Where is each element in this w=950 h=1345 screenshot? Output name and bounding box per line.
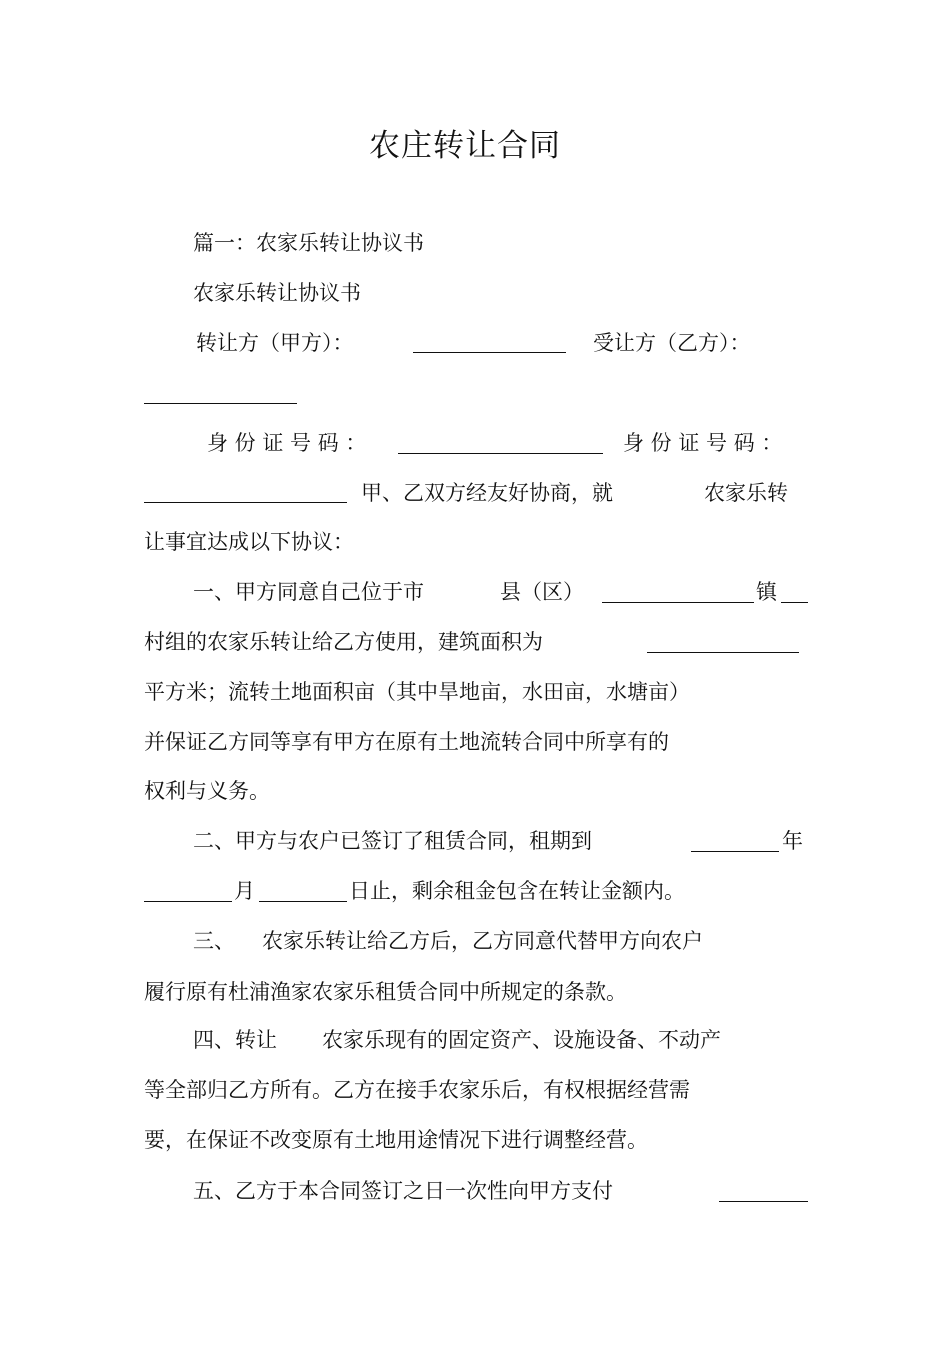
village-blank [781, 602, 808, 603]
transferor-blank [413, 352, 566, 353]
clause-1-text: 一、甲方同意自己位于市 [193, 580, 424, 604]
month-blank [144, 901, 232, 902]
document-title: 农庄转让合同 [369, 128, 561, 164]
clause-4-text: 等全部归乙方所有。乙方在接手农家乐后，有权根据经营需 [144, 1078, 690, 1102]
id-number-label-a: 身 份 证 号 码 ： [207, 431, 367, 455]
clause-2-text: 二、甲方与农户已签订了租赁合同，租期到 [193, 829, 592, 853]
clause-3-text: 三、 [193, 929, 235, 953]
clause-4-text: 四、转让 [193, 1028, 277, 1052]
clause-4-text: 农家乐现有的固定资产、设施设备、不动产 [322, 1028, 721, 1052]
clause-1-text: 村组的农家乐转让给乙方使用，建筑面积为 [144, 630, 543, 654]
paragraph-text: 甲、乙双方经友好协商，就 [361, 481, 613, 505]
clause-1-text: 权利与义务。 [144, 779, 270, 803]
id-number-label-b: 身 份 证 号 码 ： [623, 431, 783, 455]
paragraph-text: 农家乐转 [704, 481, 788, 505]
clause-4-text: 要，在保证不改变原有土地用途情况下进行调整经营。 [144, 1128, 648, 1152]
agreement-heading: 农家乐转让协议书 [193, 281, 361, 305]
clause-1-text: 并保证乙方同等享有甲方在原有土地流转合同中所享有的 [144, 730, 669, 754]
clause-1-text: 平方米；流转土地面积亩（其中旱地亩，水田亩，水塘亩） [144, 680, 690, 704]
clause-2-text: 日止，剩余租金包含在转让金额内。 [349, 879, 685, 903]
section-heading: 篇一：农家乐转让协议书 [193, 231, 424, 255]
day-blank [259, 901, 347, 902]
clause-3-text: 农家乐转让给乙方后，乙方同意代替甲方向农户 [262, 929, 703, 953]
transferee-label: 受让方（乙方）： [593, 331, 751, 355]
year-blank [691, 851, 779, 852]
town-blank [602, 602, 754, 603]
transferor-label: 转让方（甲方）： [196, 331, 354, 355]
clause-1-text: 县（区） [500, 580, 584, 604]
transferee-blank [144, 403, 297, 404]
paragraph-text: 让事宜达成以下协议： [144, 530, 354, 554]
id-number-blank-a [398, 453, 603, 454]
id-number-blank-b [144, 502, 347, 503]
clause-1-text: 镇 [756, 580, 777, 604]
area-blank [647, 652, 799, 653]
clause-2-text: 年 [782, 829, 803, 853]
clause-3-text: 履行原有杜浦渔家农家乐租赁合同中所规定的条款。 [144, 980, 627, 1004]
clause-2-text: 月 [234, 879, 255, 903]
payment-blank [719, 1201, 808, 1202]
clause-5-text: 五、乙方于本合同签订之日一次性向甲方支付 [193, 1179, 613, 1203]
